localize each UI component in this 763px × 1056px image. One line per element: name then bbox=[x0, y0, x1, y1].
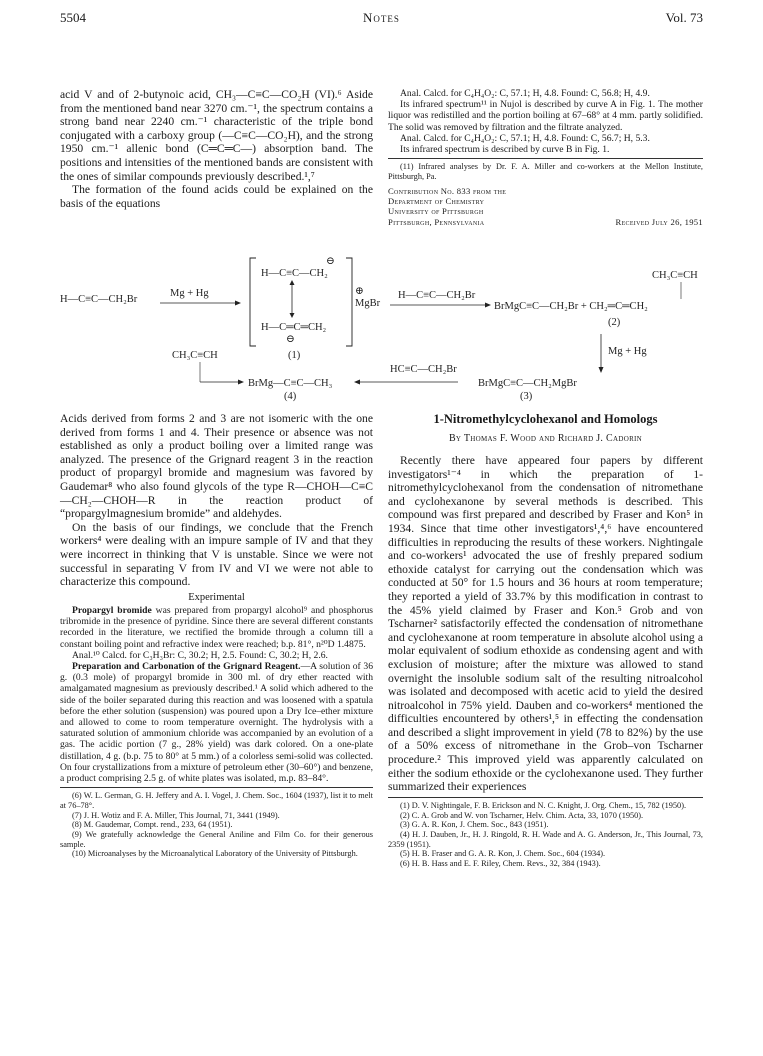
paragraph: Acids derived from forms 2 and 3 are not isomeric with the one derived from forms 1 and 4. Their presence or absence was not established as only a product boiling over a limited range was analyzed. The presence of the Grignard reagent 3 in the reaction product of propargyl bromide and magnesium was favored by Gaudemar⁸ who also found glycols of the type R—CHOH—C≡C—CH₂—CHOH—R in the reaction product of “propargylmagnesium bromide” and aldehydes. bbox=[60, 412, 373, 521]
resonance-arrowhead-up bbox=[290, 280, 295, 285]
scheme-label: (2) bbox=[608, 317, 621, 328]
footnote: (9) We gratefully acknowledge the General Aniline and Film Co. for their generous sample. bbox=[60, 829, 373, 849]
footnote: (5) H. B. Fraser and G. A. R. Kon, J. Chem. Soc., 604 (1934). bbox=[400, 849, 606, 859]
footnote: (8) M. Gaudemar, Compt. rend., 233, 64 (1951). bbox=[72, 820, 233, 830]
subsection-heading: Preparation and Carbonation of the Grignard Reagent. bbox=[72, 660, 301, 672]
volume-number: Vol. 73 bbox=[665, 10, 703, 25]
charge-minus: ⊖ bbox=[326, 256, 335, 267]
paragraph: On the basis of our findings, we conclude that the French workers⁴ were dealing with an impure sample of IV and that they were incorrect in thinking that V is unstable. Since we were not successful in separating V from IV and VI we were not able to characterize this compound. bbox=[60, 520, 373, 589]
running-header bbox=[60, 10, 703, 30]
scheme-arrowhead bbox=[238, 380, 244, 385]
scheme-product: BrMgC≡C—CH₂Br + CH₂═C═CH₂ bbox=[494, 301, 648, 312]
contribution-block bbox=[388, 186, 703, 228]
scheme-label: (4) bbox=[284, 391, 297, 402]
received-date: Received July 26, 1951 bbox=[615, 216, 703, 227]
contribution-line: Pittsburgh, Pennsylvania bbox=[388, 216, 485, 227]
footnote: (11) Infrared analyses by Dr. F. A. Miller and co-workers at the Mellon Institute, Pittsburgh, Pa. bbox=[388, 162, 703, 181]
scheme-label: (3) bbox=[520, 391, 533, 402]
subsection-heading: Propargyl bromide bbox=[72, 604, 152, 616]
scheme-reagent: Mg + Hg bbox=[608, 346, 647, 357]
analysis-line: Anal.¹⁰ Calcd. for C₃H₃Br: C, 30.2; H, 2.5. Found: C, 30.2; H, 2.6. bbox=[72, 649, 328, 661]
analysis-line: Anal. Calcd. for C₄H₄O₂: C, 57.1; H, 4.8. Found: C, 56.7; H, 5.3. bbox=[400, 132, 650, 144]
scheme-mgbr: MgBr bbox=[355, 298, 381, 309]
scheme-product: CH₃C≡CH bbox=[652, 270, 698, 281]
contribution-line: Contribution No. 833 from the bbox=[388, 185, 507, 196]
footnote: (4) H. J. Dauben, Jr., H. J. Ringold, R. H. Wade and A. G. Anderson, Jr., This Journal, 73, 2359 (1951). bbox=[388, 829, 703, 849]
footnote: (7) J. H. Wotiz and F. A. Miller, This Journal, 71, 3441 (1949). bbox=[72, 810, 280, 820]
paragraph: —A solution of 36 g. (0.3 mole) of propargyl bromide in 300 ml. of dry ether reacted with amalgamated magnesium as previously described.¹ A solid which adhered to the side of the boiler separated during this reaction and was loosened with a spatula before the ether solution (suspension) was poured upon a Dry Ice–ether mixture and allowed to come to room temperature overnight. The hydrolysis with a saturated solution of ammonium chloride was accompanied by an evolution of a gas. The acidic portion (7 g., 28% yield) was dark colored. On a one-plate distillation, 4 g. (b.p. 75 to 80° at 5 mm.) of a colorless semi-solid was collected. On four crystallizations from a mixture of petroleum ether (30–60°) and benzene, a product comprising 2.5 g. of white plates was isolated, m.p. 83–84°. bbox=[60, 660, 373, 784]
footnote: (3) G. A. R. Kon, J. Chem. Soc., 843 (1951). bbox=[400, 820, 549, 830]
paragraph: The formation of the found acids could be explained on the basis of the equations bbox=[60, 183, 373, 210]
footnote: (2) C. A. Grob and W. von Tscharner, Helv. Chim. Acta, 33, 1070 (1950). bbox=[400, 810, 644, 820]
analysis-line: Anal. Calcd. for C₄H₄O₂: C, 57.1; H, 4.8. Found: C, 56.8; H, 4.9. bbox=[400, 88, 650, 99]
scheme-arrowhead bbox=[599, 367, 604, 373]
journal-section-title: Notes bbox=[363, 10, 400, 25]
page-number: 5504 bbox=[60, 10, 86, 25]
scheme-form1-top: H—C≡C—CH₂ bbox=[261, 268, 328, 279]
left-main-text bbox=[60, 412, 373, 859]
footnote: (6) W. L. German, G. H. Jeffery and A. I. Vogel, J. Chem. Soc., 1604 (1937), list it to melt at 76–78°. bbox=[60, 791, 373, 810]
paragraph: Its infrared spectrum is described by curve B in Fig. 1. bbox=[400, 144, 610, 156]
contribution-line: University of Pittsburgh bbox=[388, 206, 484, 217]
section-heading: Experimental bbox=[188, 591, 245, 603]
scheme-arrowhead bbox=[235, 301, 241, 306]
footnote: (6) H. B. Hass and E. F. Riley, Chem. Revs., 32, 384 (1943). bbox=[400, 859, 601, 869]
article-column bbox=[388, 412, 703, 869]
right-top-text bbox=[388, 88, 703, 227]
paragraph: was prepared from propargyl alcohol⁹ and phosphorus tribromide in the presence of pyridine. Since there are several different constants recorded in the literature, we rectified the bromide through a column till a constant boiling point and refractive index were reached; b.p. 81°, n²⁰D 1.4875. bbox=[60, 604, 373, 650]
bracket-left bbox=[250, 258, 256, 346]
article-byline: By Thomas F. Wood and Richard J. Cadorin bbox=[448, 433, 643, 444]
scheme-product: CH₃C≡CH bbox=[172, 350, 218, 361]
footnote: (10) Microanalyses by the Microanalytical Laboratory of the University of Pittsburgh. bbox=[72, 849, 358, 859]
resonance-arrowhead-down bbox=[290, 313, 295, 318]
contribution-line: Department of Chemistry bbox=[388, 196, 485, 207]
charge-minus: ⊖ bbox=[286, 334, 295, 345]
article-title: 1-Nitromethylcyclohexanol and Homologs bbox=[433, 412, 658, 426]
left-top-text bbox=[60, 88, 373, 210]
paragraph: acid V and of 2-butynoic acid, CH₃—C≡C—CO₂H (VI).⁶ Aside from the mentioned band near 3270 cm.⁻¹, the spectrum contains a strong band near 2240 cm.⁻¹ characteristic of the triple bond conjugated with a carboxy group (—C≡C—CO₂H), and the strong 1950 cm.⁻¹ allenic bond (C═C═C—) absorption band. The positions and intensities of the mentioned bands are consistent with the ones of similar compounds previously described.¹,⁷ bbox=[60, 88, 373, 183]
reaction-scheme bbox=[60, 254, 703, 402]
scheme-form1-bottom: H—C═C═CH₂ bbox=[261, 322, 327, 333]
scheme-label: (1) bbox=[288, 350, 301, 361]
scheme-form4: BrMg—C≡C—CH₃ bbox=[248, 378, 333, 389]
scheme-reactant: H—C≡C—CH₂Br bbox=[398, 290, 476, 301]
divider bbox=[60, 787, 373, 788]
scheme-arrowhead bbox=[485, 303, 491, 308]
bracket-right bbox=[346, 258, 352, 346]
paragraph: Recently there have appeared four papers by different investigators¹⁻⁴ in which the preparation of 1-nitromethylcyclohexanol from the condensation of nitromethane and cyclohexanone by several methods is described. This compound was first prepared and described by Fraser and Kon⁵ in 1934. Since that time other investigators¹,⁴,⁶ have encountered difficulties in reproducing the results of these workers. Nightingale and co-workers¹ advocated the use of freshly prepared sodium ethoxide catalyst for carrying out the condensation which was conducted at 50° for 1.5 hours and 36 hours at room temperature; they reported a yield of 33.7% by this modification in contrast to the 45% yield claimed by Fraser and Kon.⁵ Grob and von Tscharner² satisfactorily effected the condensation of nitromethane and cyclohexanone at room temperature in absolute alcohol using a molar equivalent of sodium ethoxide as condensing agent and with exclusion of moisture; after the mixture was allowed to stand overnight the insoluble sodium salt of the resulting nitroalcohol was isolated and decomposed with acetic acid to yield the desired nitroalcohol in 75% yield. Dauben and co-workers⁴ mentioned the difficulties encountered by others¹,⁵ in effecting the condensation and described a slight improvement in yield (78 to 82%) by the use of a 50% excess of nitromethane in the Grob–von Tscharner procedure.² This improved yield was apparently calculated on either the sodium ethoxide or the cyclohexanone used. They further summarized their experiences bbox=[388, 454, 703, 794]
contribution-line-row bbox=[388, 217, 703, 227]
divider bbox=[388, 797, 703, 798]
footnote: (1) D. V. Nightingale, F. B. Erickson and N. C. Knight, J. Org. Chem., 15, 782 (1950). bbox=[400, 800, 687, 810]
footnotes bbox=[60, 791, 373, 859]
paragraph: Its infrared spectrum¹¹ in Nujol is described by curve A in Fig. 1. The mother liquor was redistilled and the portion boiling at 67–68° at 4 mm. partly solidified. The solid was removed by filtration and the filtrate analyzed. bbox=[388, 99, 703, 133]
scheme-form3: BrMgC≡C—CH₂MgBr bbox=[478, 378, 577, 389]
divider bbox=[388, 158, 703, 159]
scheme-reactant: H—C≡C—CH₂Br bbox=[60, 294, 138, 305]
scheme-arrowhead bbox=[354, 380, 360, 385]
footnotes bbox=[388, 801, 703, 869]
scheme-reagent: Mg + Hg bbox=[170, 288, 209, 299]
scheme-reactant: HC≡C—CH₂Br bbox=[390, 364, 457, 375]
charge-plus: ⊕ bbox=[355, 286, 364, 297]
